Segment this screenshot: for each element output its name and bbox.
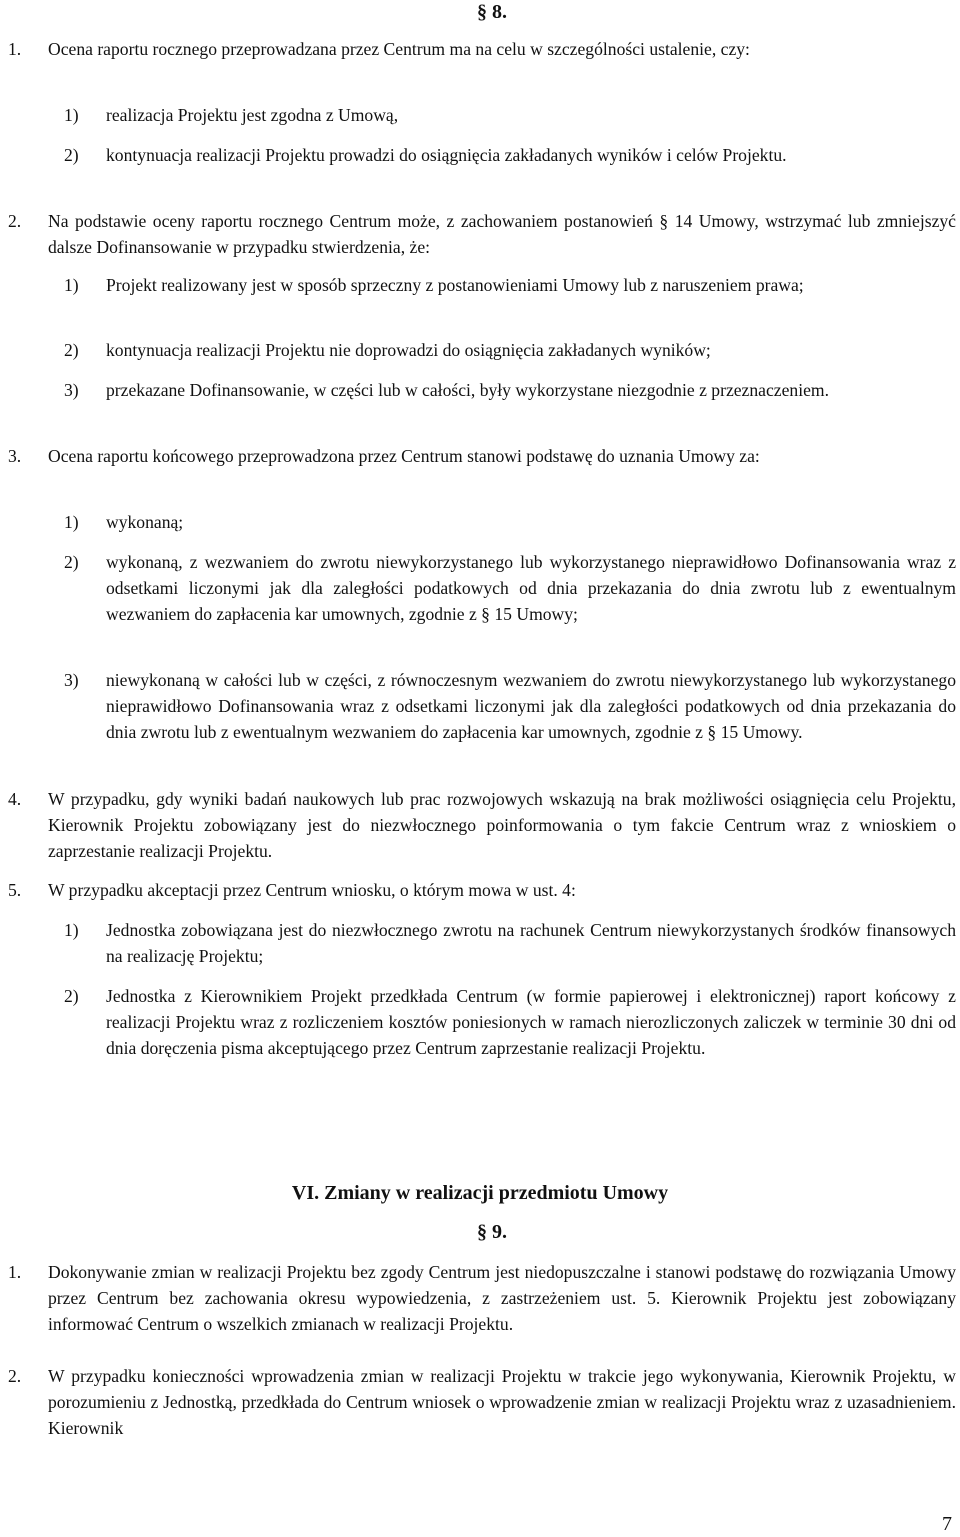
paragraph-8-3: Ocena raportu końcowego przeprowadzona przez Centrum stanowi podstawę do uznania Umowy za:: [48, 446, 760, 466]
chapter-title: VI. Zmiany w realizacji przedmiotu Umowy: [291, 1182, 669, 1204]
list-item-number: 1): [64, 920, 79, 940]
paragraph-number: 2.: [8, 1366, 22, 1386]
list-item-number: 1): [64, 512, 79, 532]
paragraph-8-2: Na podstawie oceny raportu rocznego Centrum może, z zachowaniem postanowień § 14 Umowy, wstrzymać lub zmniejszyć dalsze Dofinansowanie w przypadku stwierdzenia, że:: [48, 211, 956, 257]
list-item-8-1-2: kontynuacja realizacji Projektu prowadzi do osiągnięcia zakładanych wyników i celów Projektu.: [106, 145, 787, 165]
paragraph-9-2: W przypadku konieczności wprowadzenia zmian w realizacji Projektu w trakcie jego wykonywania, Kierownik Projektu, w porozumieniu z Jednostką, przedkłada do Centrum wniosek o wprowadzenie zmian w realizacji Projektu wraz z uzasadnieniem. Kierownik: [48, 1366, 956, 1438]
list-item-8-3-3: niewykonaną w całości lub w części, z równoczesnym wezwaniem do zwrotu niewykorzystanego lub wykorzystanego nieprawidłowo Dofinansowania wraz z odsetkami liczonymi jak dla zaległości podatkowych od dnia przekazania do dnia zwrotu lub z ewentualnym wezwaniem do zapłacenia kar umownych, zgodnie z § 15 Umowy.: [106, 670, 956, 742]
list-item-number: 2): [64, 145, 79, 165]
paragraph-8-5: W przypadku akceptacji przez Centrum wniosku, o którym mowa w ust. 4:: [48, 880, 576, 900]
paragraph-8-4: W przypadku, gdy wyniki badań naukowych lub prac rozwojowych wskazują na brak możliwości osiągnięcia celu Projektu, Kierownik Projektu zobowiązany jest do niezwłocznego poinformowania o tym fakcie Centrum wraz z wnioskiem o zaprzestanie realizacji Projektu.: [48, 789, 956, 861]
page-number: 7: [942, 1513, 952, 1535]
list-item-8-5-1: Jednostka zobowiązana jest do niezwłocznego zwrotu na rachunek Centrum niewykorzystanych środków finansowych na realizację Projektu;: [106, 920, 956, 966]
list-item-number: 3): [64, 670, 79, 690]
paragraph-number: 1.: [8, 39, 22, 59]
paragraph-number: 4.: [8, 789, 22, 809]
list-item-8-3-1: wykonaną;: [106, 512, 184, 532]
list-item-number: 3): [64, 380, 79, 400]
list-item-8-2-1: Projekt realizowany jest w sposób sprzeczny z postanowieniami Umowy lub z naruszeniem prawa;: [106, 275, 804, 295]
list-item-8-5-2: Jednostka z Kierownikiem Projekt przedkłada Centrum (w formie papierowej i elektronicznej) raport końcowy z realizacji Projektu wraz z rozliczeniem kosztów poniesionych w ramach nierozliczonych zaliczek w terminie 30 dni od dnia doręczenia pisma akceptującego przez Centrum zaprzestanie realizacji Projektu.: [106, 986, 956, 1058]
paragraph-9-1: Dokonywanie zmian w realizacji Projektu bez zgody Centrum jest niedopuszczalne i stanowi podstawę do rozwiązania Umowy przez Centrum bez zachowania okresu wypowiedzenia, z zastrzeżeniem ust. 5. Kierownik Projektu jest zobowiązany informować Centrum o wszelkich zmianach w realizacji Projektu.: [48, 1262, 956, 1334]
list-item-8-1-1: realizacja Projektu jest zgodna z Umową,: [106, 105, 399, 125]
paragraph-number: 5.: [8, 880, 22, 900]
paragraph-number: 2.: [8, 211, 22, 231]
list-item-8-3-2: wykonaną, z wezwaniem do zwrotu niewykorzystanego lub wykorzystanego nieprawidłowo Dofinansowania wraz z odsetkami liczonymi jak dla zaległości podatkowych od dnia przekazania do dnia zwrotu lub z ewentualnym wezwaniem do zapłacenia kar umownych, zgodnie z § 15 Umowy;: [106, 552, 956, 624]
section-8-heading: § 8.: [477, 1, 507, 23]
list-item-number: 1): [64, 105, 79, 125]
list-item-8-2-2: kontynuacja realizacji Projektu nie doprowadzi do osiągnięcia zakładanych wyników;: [106, 340, 711, 360]
section-9-heading: § 9.: [477, 1221, 507, 1243]
list-item-number: 2): [64, 340, 79, 360]
list-item-number: 1): [64, 275, 79, 295]
paragraph-number: 3.: [8, 446, 22, 466]
paragraph-number: 1.: [8, 1262, 22, 1282]
list-item-number: 2): [64, 552, 79, 572]
list-item-8-2-3: przekazane Dofinansowanie, w części lub w całości, były wykorzystane niezgodnie z przeznaczeniem.: [106, 380, 829, 400]
list-item-number: 2): [64, 986, 79, 1006]
paragraph-8-1: Ocena raportu rocznego przeprowadzana przez Centrum ma na celu w szczególności ustalenie, czy:: [48, 39, 750, 59]
